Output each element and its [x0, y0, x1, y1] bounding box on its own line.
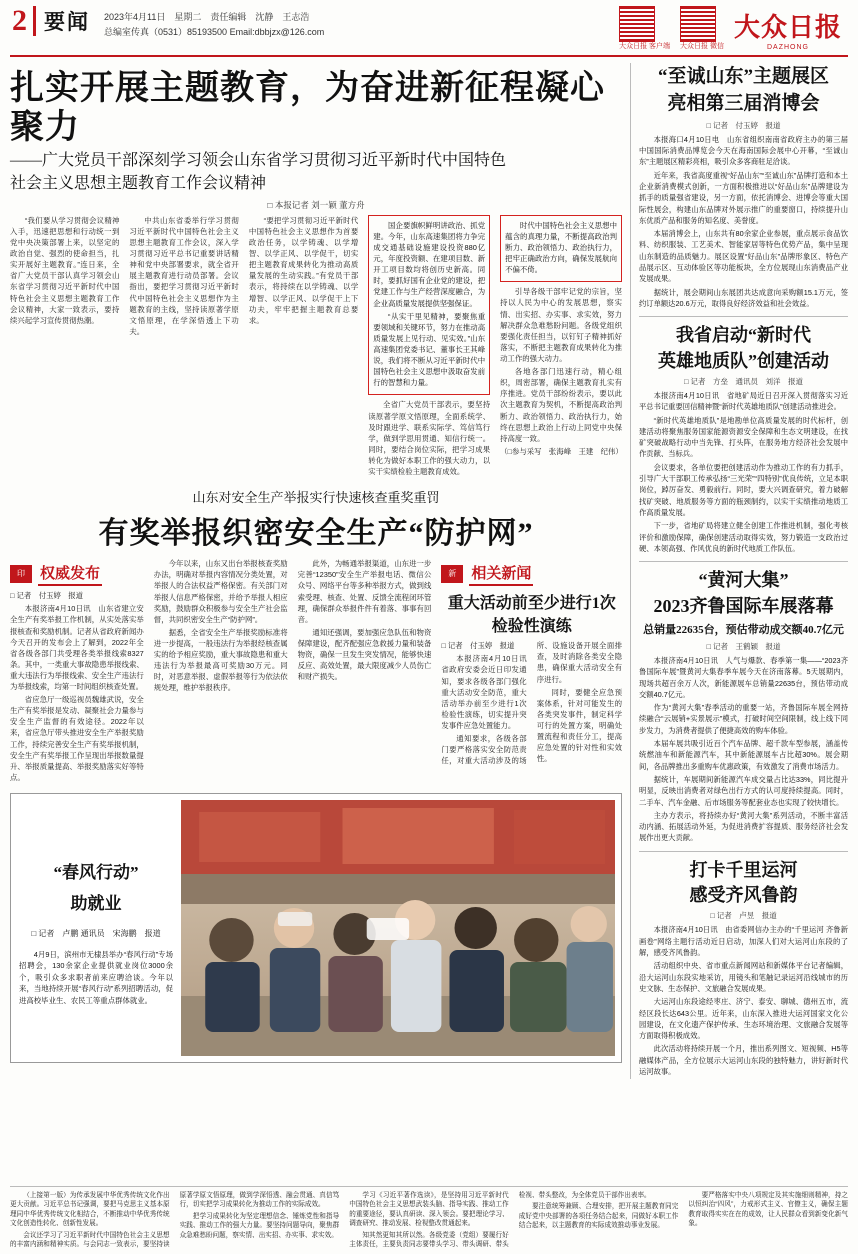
- paragraph: 本报济南4月10日讯 人气与爆款、春季第一集——“2023齐鲁国际车展”暨黄河大集春季车展今天在济南落幕。5天展期内，现场共超百余万人次，新能源展车总销量22635台，预估带动成交额40.7亿元。: [639, 655, 848, 699]
- right-article-4-title-line1: 打卡千里运河: [689, 859, 798, 880]
- related-news-body: [441, 640, 622, 766]
- paragraph: 引导各级干部牢记党的宗旨，坚持以人民为中心的发展思想，察实情、出实招、办实事、求实效，努力解决群众急难愁盼问题。各级党组织要强化责任担当，以钉钉子精神抓好落实，不断把主题教育成果转化为推动工作的强大动力。: [500, 287, 622, 363]
- paragraph: 此次活动将持续开展一个月，推出系列图文、短视频、H5等融媒体产品，全方位展示大运河山东段的独特魅力，讲好新时代运河故事。: [639, 1044, 848, 1077]
- right-article-3: [639, 569, 848, 844]
- seal-icon: 印: [10, 565, 32, 583]
- paragraph: 把学习成果转化为坚定理想信念、锤炼党性和指导实践、推动工作的强大力量。要坚持问题导向，聚焦群众急难愁盼问题，察实情、出实招、办实事、求实效。: [179, 1212, 340, 1239]
- qr-app[interactable]: [619, 6, 670, 51]
- second-byline-wrap: [10, 590, 144, 783]
- lead-body-mid: [368, 399, 490, 477]
- right-article-2-byline: □ 记者 方垒 通讯员 刘洋 报道: [683, 377, 804, 386]
- paragraph: 据悉，全省安全生产举报奖励标准将进一步提高，一般违法行为举报经核查属实的给予相应奖励，重大事故隐患和重大违法行为举报最高可奖励30万元。同时，对恶意举报、虚假举报等行为依法依规处理，维护举报秩序。: [153, 627, 288, 693]
- paragraph: 会议还学习了习近平新时代中国特色社会主义思想的丰富内涵和精神实质。与会同志一致表示，要坚持读原著学原文悟原理，做到学深悟透、融会贯通、真信笃行，切实把学习成果转化为推动工作的实际成效。: [10, 1191, 340, 1249]
- highlight-box-right: [500, 215, 622, 283]
- second-col3: [298, 558, 432, 682]
- paragraph: “从实干里见精神，要聚焦重要领域和关键环节，努力在推动高质量发展上见行动、见实效。”山东高速集团党委书记、董事长王其峰说，我们将不断从习近平新时代中国特色社会主义思想中汲取奋发前行的智慧和力量。: [373, 311, 486, 388]
- right-article-1-title-line2: 亮相第三届消博会: [667, 93, 820, 115]
- right-article-1-body: [639, 134, 848, 309]
- lead-source-note: （□参与采写 张海峰 王建 纪伟）: [500, 446, 623, 456]
- photo-title-2: 助就业: [70, 894, 122, 914]
- second-col2: [154, 558, 288, 693]
- paragraph: 作为“黄河大集”春季活动的重要一站，齐鲁国际车展全网持续融合“云展销+实景展示”模式，打破时间空间限制，线上线下同步发力，为消费者提供了便捷高效的购车体验。: [639, 703, 848, 735]
- paragraph: 要注意统筹兼顾、合理安排，把开展主题教育同完成好党中央部署的各项任务结合起来，同做好本职工作结合起来，以主题教育的实际成效推动事业发展。: [518, 1203, 679, 1230]
- paragraph: 知其然更知其所以然。各级党委（党组）要履行好主体责任，主要负责同志要带头学习、带头调研、带头检视、带头整改，为全体党员干部作出表率。: [349, 1191, 651, 1249]
- lead-body-left: [10, 215, 358, 337]
- right-article-4-title-line2: 感受齐风鲁韵: [689, 885, 798, 906]
- qr-code-icon: [619, 6, 655, 42]
- second-byline: □ 记者 付玉婷 报道: [10, 591, 84, 601]
- paragraph: 同时，要健全应急预案体系，针对可能发生的各类突发事件，制定科学可行的处置方案，明确处置流程和责任分工，提高应急处置的针对性和实效性。: [536, 687, 623, 764]
- paragraph: 本报济南4月10日讯 山东省建立安全生产有奖举报工作机制，从实处落实举报核查和奖励机制。记者从省政府新闻办今天召开的发布会上了解到，2022年全省各级各部门共受理各类举报线索8327条。其中，一类重大事故隐患举报线索、重大违法行为举报线索、安全生产违法行为举报线索，均第一时间组织核查处置。: [10, 604, 144, 692]
- paragraph: 全省广大党员干部表示，要坚持读原著学原文悟原理，全面系统学、及时跟进学、联系实际学、笃信笃行学，做到学思用贯通、知信行统一。同时，要结合岗位实际，把学习成果转化为做好本职工作的强大动力，以实干实绩检验主题教育成效。: [368, 400, 491, 477]
- photo-caption-text: 4月9日，滨州市无棣县举办“春风行动”专场招聘会，130余家企业提供就业岗位3000余个，吸引众多求职者前来应聘洽谈。今年以来，当地持续开展“春风行动”系列招聘活动，促进高校毕业生、农民工等重点群体就业。: [19, 949, 173, 1005]
- photo-image: [181, 800, 615, 1056]
- paragraph: 学习《习近平著作选读》，是坚持用习近平新时代中国特色社会主义思想武装头脑、指导实践、推动工作的重要途径，要认真研读、深入领会。要把理论学习、调查研究、推动发展、检视整改贯通起来。: [349, 1191, 509, 1228]
- right-article-2-body: [639, 390, 848, 554]
- right-article-2: [639, 324, 848, 554]
- right-article-3-body: [639, 655, 848, 844]
- masthead-qr-group: [619, 6, 848, 51]
- authority-release-label: 权威发布: [38, 562, 102, 586]
- right-article-2-title-line1: 我省启动“新时代: [676, 325, 811, 346]
- qr-wechat[interactable]: [680, 6, 724, 51]
- continued-strip: [10, 1186, 848, 1250]
- paragraph: 通知要求，各级各部门要严格落实安全防范责任，对重大活动涉及的场所、设施设备开展全面排查，及时消除各类安全隐患，确保重大活动安全有序进行。: [441, 641, 623, 766]
- related-news-title: 重大活动前至少进行1次检验性演练: [447, 595, 616, 636]
- paragraph: “要把学习贯彻习近平新时代中国特色社会主义思想作为首要政治任务，以学铸魂、以学增智、以学正风、以学促干，切实把主题教育成果转化为推动高质量发展的生动实践。”有党员干部表示，将持续在以学铸魂、以学增智、以学正风、以学促干上下功夫，牢牢把握主题教育总要求。: [248, 215, 359, 325]
- seal-icon: 新: [441, 565, 463, 583]
- lead-subhead-1: ——广大党员干部深刻学习领会山东省学习贯彻习近平新时代中国特色: [10, 151, 507, 169]
- qr-app-label: 大众日报 客户端: [619, 43, 671, 50]
- masthead-date: 2023年4月11日 星期二 责任编辑 沈静 王志浩: [104, 12, 310, 22]
- paragraph: 本届车展共吸引近百个汽车品牌、超千款车型参展，涵盖传统燃油车和新能源汽车，其中新能源展车占比超30%。展会期间，各品牌推出多重购车优惠政策，有效激发了消费市场活力。: [639, 739, 848, 771]
- paragraph: 省应急厅一级巡视员魏雄武说，安全生产有奖举报是发动、凝聚社会力量参与安全生产监督的有效途径。2022年以来，省应急厅带头推进安全生产举报奖励工作，持续完善安全生产有奖举报机制，安全生产有奖举报工作呈现出举报数量提升、举报质量提高、举报奖励落实好等特点。: [10, 695, 144, 782]
- related-byline: □ 记者 付玉婷 报道: [441, 641, 515, 651]
- paragraph: 通知还强调，要加强应急队伍和物资保障建设，配齐配强应急救援力量和装备物资，确保一旦发生突发情况，能够快速反应、高效处置，最大限度减少人员伤亡和财产损失。: [297, 627, 432, 682]
- logo-text: 大众日报: [733, 12, 842, 42]
- paragraph: 时代中国特色社会主义思想中蕴含的真理力量，不断提高政治判断力、政治领悟力、政治执行力，把牢正确政治方向，确保发展航向不偏不倚。: [505, 220, 617, 275]
- right-article-4-body: [639, 924, 848, 1077]
- paragraph: 据统计，展会期间山东展团共达成意向采购额15.1万元，签约订单额达20.6万元，取得良好经济效益和社会效益。: [639, 287, 848, 308]
- right-article-2-title-line2: 英雄地质队”创建活动: [658, 350, 829, 371]
- right-article-3-title-line1: “黄河大集”: [698, 570, 789, 591]
- paragraph: 主办方表示，将持续办好“黄河大集”系列活动，不断丰富活动内涵、拓展活动外延，为促进消费扩容提质、服务经济社会发展作出更大贡献。: [639, 810, 848, 843]
- paragraph: 本报济南4月10日讯 省地矿局近日召开深入贯彻落实习近平总书记重要回信精神暨“新时代英雄地质队”创建活动推进会。: [639, 391, 848, 412]
- continued-body: [10, 1191, 848, 1250]
- paragraph: 本报济南4月10日讯 省政府安委会近日印发通知，要求各级各部门强化重大活动安全防范，重大活动举办前至少进行1次检验性演练，切实提升突发事件应急处置能力。: [441, 654, 535, 730]
- right-article-3-total: 总销量22635台，预估带动成交额40.7亿元: [643, 623, 844, 636]
- paragraph: “新时代英雄地质队”是地勘单位高质量发展的时代标杆，创建活动将聚焦服务国家能源资源安全保障和生态文明建设，在找矿突破战略行动中当先锋、打头阵，在服务地方经济社会发展中作贡献、当标兵。: [639, 415, 848, 459]
- lead-subhead-2: 社会主义思想主题教育工作会议精神: [10, 175, 267, 193]
- paragraph: 本报海口4月10日电 山东省组织南南省政府主办的第三届中国国际消费品博览会今天在海南国际会展中心开幕，“至诚山东”主题展区精彩亮相，吸引众多客商驻足洽谈。: [639, 134, 848, 167]
- second-kicker: 山东对安全生产举报实行快速核查重奖重罚: [192, 490, 440, 506]
- qr-code-icon: [680, 6, 716, 42]
- paragraph: 本报济南4月10日讯 由省委网信办主办的“千里运河 齐鲁新画卷”网络主题行活动近日启动，加深人们对大运河山东段的了解，感受齐风鲁韵。: [639, 925, 848, 958]
- highlight-box-middle: [368, 215, 490, 396]
- paragraph: 各地各部门迅速行动，精心组织，周密部署，确保主题教育扎实有序推进。党员干部纷纷表示，要以此次主题教育为契机，不断提高政治判断力、政治领悟力、政治执行力，始终在思想上政治上行动上同党中央保持高度一致。: [500, 367, 622, 443]
- paragraph: 近年来，我省高度重视“好品山东”“至诚山东”品牌打造和本土企业新消费模式创新，一方面积极推进以“好品山东”品牌建设为抓手的质量强省建设，另一方面，依托消博会、进博会等重大国际性展会，构建山东品牌对外展示推广的重要窗口，持续提升山东优质产品和服务的知名度、美誉度。: [639, 170, 848, 225]
- paragraph: 下一步，省地矿局将建立健全创建工作推进机制，强化考核评价和激励保障，确保创建活动取得实效，努力锻造一支政治过硬、本领高强、作风优良的新时代地质工作队伍。: [639, 521, 848, 553]
- paragraph: 本届消博会上，山东共有80余家企业参展，重点展示食品饮料、纺织服装、工艺美术、智能家居等特色优势产品，集中呈现山东制造的品质魅力。展区设置“好品山东”品牌形象区、特色产品展示区、互动体验区等功能板块，全方位展现山东消费品产业发展成果。: [639, 229, 848, 284]
- related-news-label: 相关新闻: [469, 562, 533, 586]
- lead-byline: □ 本报记者 刘一颖 董方舟: [267, 199, 365, 210]
- qr-wechat-label: 大众日报 微信: [680, 43, 724, 50]
- second-headline: 有奖举报织密安全生产“防护网”: [98, 517, 534, 551]
- paragraph: 据统计，车展期间新能源汽车成交量占比达33%，同比提升明显，反映出消费者对绿色出行方式的认可度持续提高。同时，二手车、汽车金融、后市场服务等配套业态也实现了较快增长。: [639, 774, 848, 807]
- divider: [639, 851, 848, 852]
- newspaper-logo: [734, 7, 842, 51]
- paragraph: 中共山东省委举行学习贯彻习近平新时代中国特色社会主义思想主题教育工作会议，深入学习贯彻习近平总书记重要讲话精神和党中央部署要求，就全省开展主题教育进行动员部署。会议指出，要把学习贯彻习近平新时代中国特色社会主义思想作为主题教育的主线，坚持读原著学原文悟原理，在学深悟透上下功夫。: [129, 215, 239, 336]
- right-article-1: [639, 65, 848, 309]
- section-title-bar: [33, 6, 90, 36]
- right-article-4: [639, 859, 848, 1078]
- photo-byline: □ 记者 卢鹏 通讯员 宋海鹏 报道: [31, 929, 161, 939]
- lead-headline: 扎实开展主题教育，为奋进新征程凝心聚力: [10, 70, 605, 147]
- photo-feature: [10, 793, 622, 1063]
- related-news-stamp: [441, 562, 622, 586]
- photo-caption-block: [11, 794, 181, 1062]
- masthead-contact: 总编室传真（0531）85193500 Email:dbbjzx@126.com: [104, 27, 325, 38]
- paragraph: 国企要旗帜鲜明讲政治、抓党建。今年，山东高速集团将力争完成交通基础设施建设投资880亿元，年度投资额、在建项目数、新开工项目数均将创历史新高。同时，要抓好国有企业党的建设，把党建工作与生产经营深度融合，为企业高质量发展提供坚强保证。: [373, 220, 486, 308]
- masthead-info: [104, 6, 619, 41]
- logo-subtext: DAZHONG: [766, 43, 809, 51]
- right-article-1-byline: □ 记者 付玉婷 报道: [706, 120, 781, 130]
- paragraph: 会议要求，各单位要把创建活动作为推动工作的有力抓手，引导广大干部职工传承弘扬“三光荣”“四特别”优良传统，立足本职岗位，踔厉奋发、勇毅前行。同时，要大兴调查研究，着力破解找矿突破、地质服务等方面的瓶颈制约，以实干实绩推动地质工作高质量发展。: [639, 462, 848, 517]
- photo-title-1: “春风行动”: [53, 863, 139, 883]
- paragraph: （上接第一版）为传承发展中华优秀传统文化作出更大贡献。习近平总书记强调，要把马克思主义基本原理同中华优秀传统文化相结合，不断推动中华优秀传统文化创造性转化、创新性发展。: [10, 1191, 170, 1228]
- lead-body-right: [500, 286, 622, 457]
- right-article-4-byline: □ 记者 卢昱 报道: [710, 911, 777, 921]
- section-name: 要闻: [44, 10, 90, 34]
- authority-release-stamp: [10, 562, 144, 586]
- masthead: [10, 0, 848, 57]
- right-article-1-title-line1: “至诚山东”主题展区: [657, 66, 829, 88]
- job-fair-photo: [181, 800, 615, 1056]
- paragraph: “我们要从学习贯彻会议精神入手，迅速把思想和行动统一到党中央决策部署上来，以坚定的政治自觉、强烈的使命担当，扎实开展好主题教育。”连日来，全省广大党员干部认真学习领会山东省学习贯彻习近平新时代中国特色社会主义思想主题教育工作会议精神，大家一致表示，要持续兴起学习宣传贯彻热潮。: [10, 215, 120, 325]
- divider: [639, 316, 848, 317]
- left-column: [10, 63, 630, 1079]
- divider: [639, 561, 848, 562]
- paragraph: 此外，为畅通举报渠道，山东进一步完善“12350”安全生产举报电话、微信公众号、网络平台等多种举报方式，做到线索受理、核查、处置、反馈全流程闭环管理，确保群众举报件件有着落、事事有回音。: [297, 559, 432, 624]
- right-article-3-byline: □ 记者 王鹤颖 报道: [706, 641, 781, 651]
- page-number: 2: [12, 4, 27, 37]
- paragraph: 今年以来，山东又出台举报核查奖励办法，明确对举报内容情况分类处置，对举报人的合法权益严格保密。有关部门对举报人信息严格保密，并给予举报人相应奖励，鼓励群众积极参与安全生产社会监督，共同织密安全生产“防护网”。: [153, 559, 288, 624]
- paragraph: 活动组织中央、省市重点新闻网站和新媒体平台记者编辑，沿大运河山东段实地采访，用镜头和笔触记录运河沿线城市的历史文脉、生态保护、文旅融合发展成果。: [639, 961, 848, 993]
- paragraph: 大运河山东段途经枣庄、济宁、泰安、聊城、德州五市，流经区段长达643公里。近年来，山东深入推进大运河国家文化公园建设，在文化遗产保护传承、生态环境治理、文旅融合发展等方面取得积极成效。: [639, 997, 848, 1041]
- paragraph: 要严格落实中央八项规定及其实施细则精神，持之以恒纠治“四风”，力戒形式主义、官僚主义，确保主题教育取得实实在在的成效，让人民群众看到新变化新气象。: [688, 1191, 848, 1228]
- right-article-3-title-line2: 2023齐鲁国际车展落幕: [653, 595, 834, 616]
- right-column: [630, 63, 848, 1079]
